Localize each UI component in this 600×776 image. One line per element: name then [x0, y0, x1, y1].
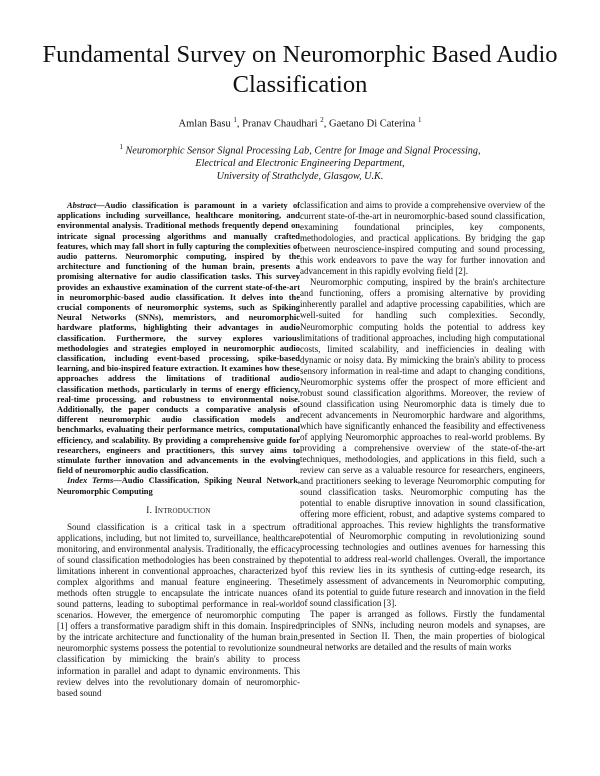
affiliation-line3: University of Strathclyde, Glasgow, U.K. [216, 171, 384, 183]
author-affil-mark: 1 [233, 116, 237, 124]
author-name: Gaetano Di Caterina [329, 118, 416, 130]
affiliation-line [40, 141, 560, 157]
author-name: Pranav Chaudhari [242, 118, 318, 130]
intro-paragraph-1: Sound classification is a critical task in a spectrum of applications, including, but not limited to, surveillance, healthcare monitoring, and environmental analysis. Traditionally, the efficacy of sound classification methodologies has been constrained by the limitations inherent in conventional approaches, characterized by complex algorithms and manual feature engineering. These methods often struggle to encapsulate the intricate nuances of sound patterns, leading to suboptimal performance in real-world scenarios. However, the emergence of neuromorphic computing [1] offers a transformative paradigm shift in this domain. Inspired by the intricate architecture and functionality of the human brain, neuromorphic systems possess the potential to revolutionize sound classification by mimicking the brain's ability to process information in parallel and adapt to dynamic environments. This review delves into the revolutionary domain of neuromorphic-based sound [57, 521, 300, 698]
left-column [57, 200, 300, 699]
section-heading: I. Introduction [146, 505, 211, 516]
abstract-text: —Audio classification is paramount in a variety of applications including surveillance, healthcare monitoring, and environmental analysis. Traditional methods frequently depend on intricate signal processing algorithms and manually crafted features, which may fall short in fully capturing the complexities of audio patterns. Neuromorphic computing, inspired by the architecture and functioning of the human brain, presents a promising alternative for audio classification tasks. This survey provides an exhaustive examination of the current state-of-the-art in neuromorphic-based audio classification. It delves into the crucial components of neuromorphic systems, such as Spiking Neural Networks (SNNs), memristors, and neuromorphic hardware platforms, highlighting their advantages in audio classification. Furthermore, the survey explores various methodologies and strategies employed in neuromorphic audio classification, including event-based processing, spike-based learning, and bio-inspired feature extraction. It examines how these approaches address the limitations of traditional audio classification methods, particularly in terms of energy efficiency, real-time processing, and robustness to environmental noise. Additionally, the paper conducts a comparative analysis of different neuromorphic audio classification models and benchmarks, evaluating their performance metrics, computational efficiency, and scalability. By providing a comprehensive guide for researchers, engineers and practitioners, this survey aims to stimulate further innovation and advancements in the evolving field of neuromorphic audio classification. [57, 200, 300, 476]
index-terms-text: —Audio Classification, Spiking Neural Network, Neuromorphic Computing [57, 475, 300, 496]
author-name: Amlan Basu [178, 118, 231, 130]
abstract [57, 200, 300, 475]
author-affil-mark: 1 [417, 116, 422, 124]
index-terms-label: Index Terms [67, 475, 114, 486]
affiliation-mark: 1 [119, 143, 123, 151]
intro-paragraph-1-continued: classification and aims to provide a comprehensive overview of the current state-of-the-art in neuromorphic-based sound classification, examining foundational principles, key components, methodologies, and practical applications. By bridging the gap between neuroscience-inspired computing and sound processing, this work endeavors to pave the way for further innovation and advancement in this rapidly evolving field [2]. [300, 200, 545, 277]
author-list: Amlan Basu $^1$, Pranav Chaudhari $^2$, Gaetano Di Caterina $^1$ [178, 116, 422, 130]
paper-title: Fundamental Survey on Neuromorphic Based Audio Classification [42, 41, 558, 98]
affiliation-line2: Electrical and Electronic Engineering Department, [195, 158, 405, 170]
intro-paragraph-3: The paper is arranged as follows. Firstly the fundamental principles of SNNs, including neuron models and synapses, are presented in Section II. Then, the main properties of biological neural networks are detailed and the results of main works [300, 608, 545, 652]
intro-paragraph-2: Neuromorphic computing, inspired by the brain's architecture and functioning, offers a promising alternative by providing inherently parallel and adaptive processing capabilities, which are well-suited for handling such complexities. Secondly, Neuromorphic computing holds the potential to address key limitations of traditional approaches, including high computational costs, limited scalability, and inefficiencies in dealing with dynamic or noisy data. By mimicking the brain's ability to process sensory information in real-time and adapt to changing conditions, Neuromorphic systems offer the prospect of more efficient and robust sound classification algorithms. Moreover, the review of sound classification using Neuromorphic data is timely due to recent advancements in Neuromorphic hardware and algorithms, which have significantly enhanced the feasibility and effectiveness of applying Neuromorphic approaches to real-world problems. By providing a comprehensive overview of the state-of-the-art techniques, methodologies, and applications in this field, such a review can serve as a valuable resource for researchers, engineers, and practitioners seeking to leverage Neuromorphic computing for sound classification tasks. Neuromorphic computing has the potential to enable disruptive innovation in sound classification, offering more efficient, robust, and adaptive systems compared to traditional approaches. This review highlights the transformative potential of Neuromorphic computing in revolutionizing sound processing technologies and outlines avenues for harnessing this potential to address real-world challenges. Overall, the importance of this review lies in its synthesis of cutting-edge research, its timely assessment of advancements in Neuromorphic computing, and its potential to guide future research and innovation in the field of sound classification [3]. [300, 277, 545, 608]
abstract-label: Abstract [67, 200, 97, 210]
affiliation-line1: Neuromorphic Sensor Signal Processing Lab, Centre for Image and Signal Processing, [125, 145, 481, 157]
index-terms [57, 475, 300, 495]
affiliation [40, 141, 560, 183]
author-affil-mark: 2 [320, 116, 324, 124]
right-column [300, 200, 545, 653]
